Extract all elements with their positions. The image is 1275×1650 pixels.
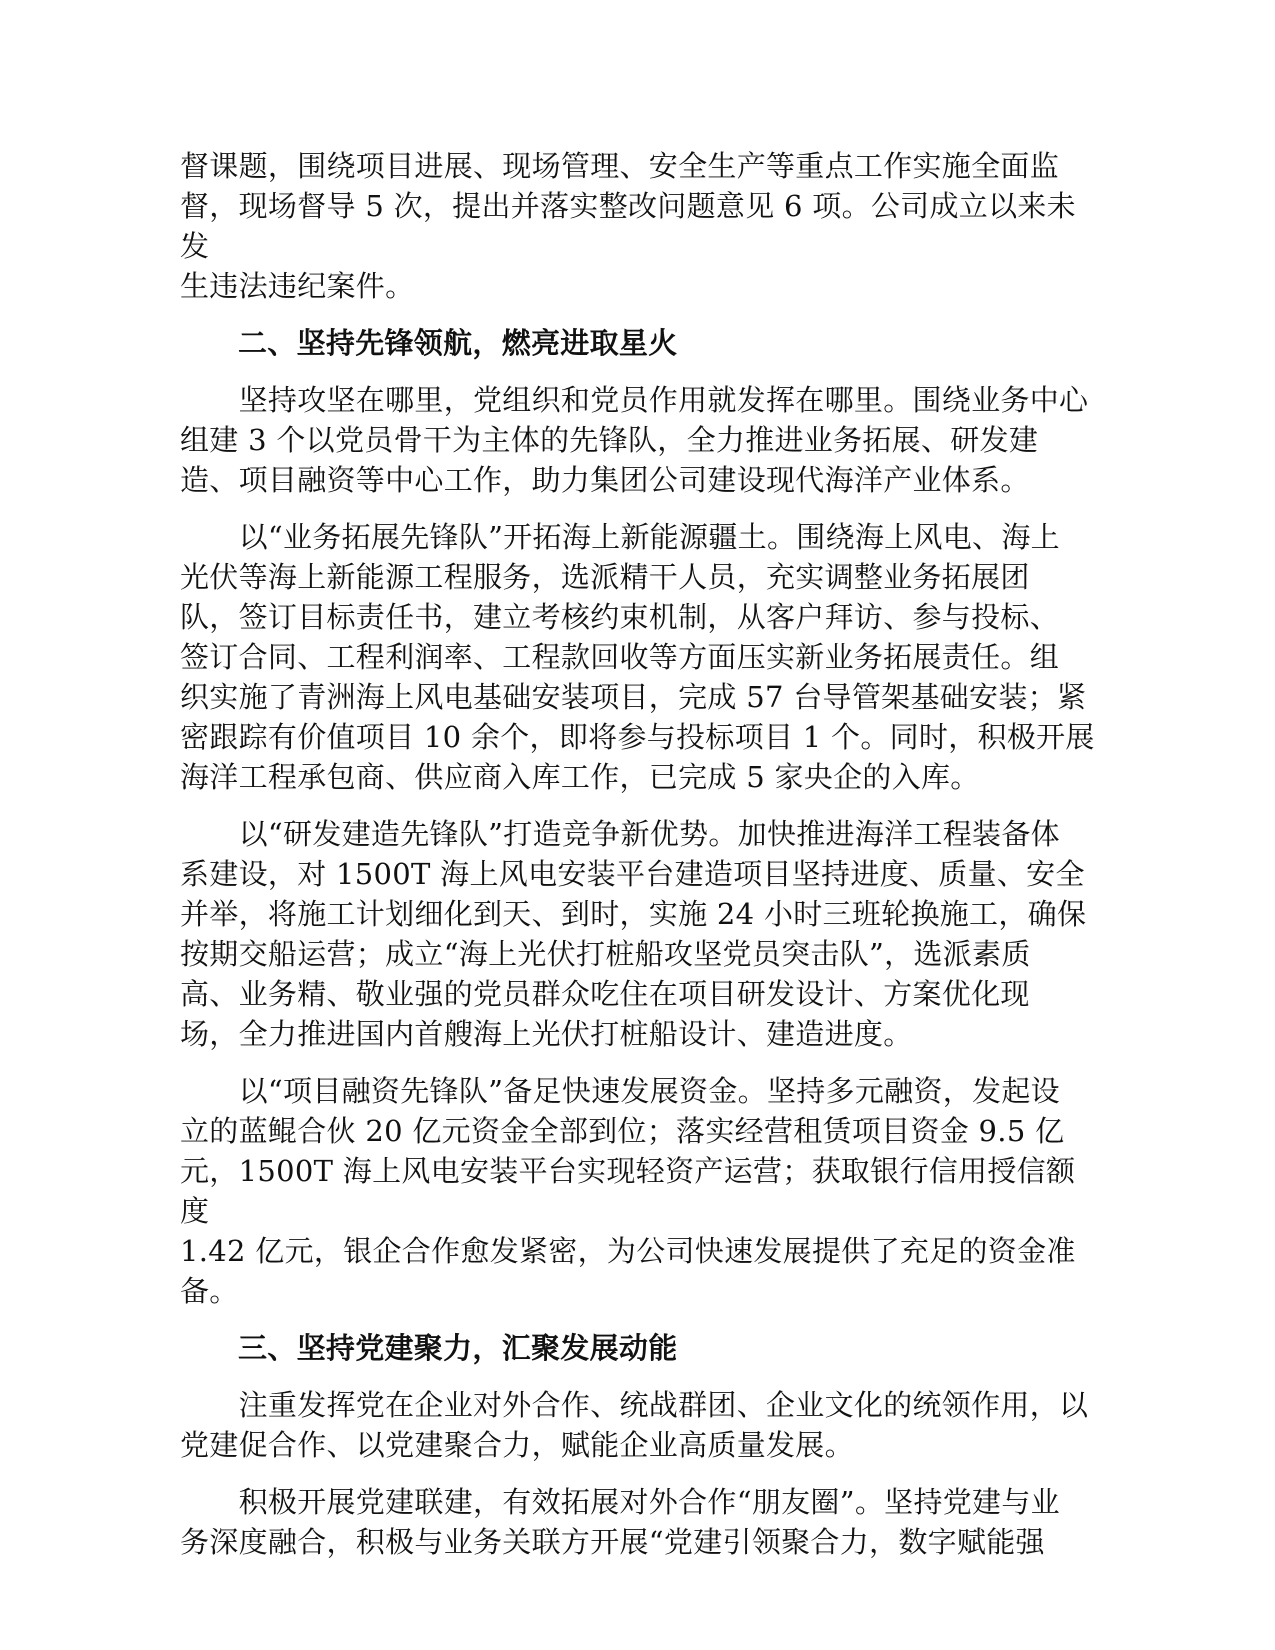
paragraph-party-building-intro: 注重发挥党在企业对外合作、统战群团、企业文化的统领作用，以 党建促合作、以党建聚合力，赋能企业高质量发展。 [180, 1388, 1089, 1462]
paragraph-party-joint-building: 积极开展党建联建，有效拓展对外合作“朋友圈”。坚持党建与业 务深度融合，积极与业务关联方开展“党建引领聚合力，数字赋能强 [180, 1485, 1060, 1559]
section-heading-2: 二、坚持先锋领航，燃亮进取星火 [238, 326, 678, 360]
paragraph-business-expansion: 以“业务拓展先锋队”开拓海上新能源疆土。围绕海上风电、海上 光伏等海上新能源工程服务，选派精干人员，充实调整业务拓展团 队，签订目标责任书，建立考核约束机制，从客户拜访、参与投标、 签订合同、工程利润率、工程款回收等方面压实新业务拓展责任。组 织实施了青洲海上风电基础安装项目，完成 57 台导管架基础安装；紧 密跟踪有价值项目 10 余个，即将参与投标项目 1 个。同时，积极开展 海洋工程承包商、供应商入库工作，已完成 5 家央企的入库。 [180, 520, 1095, 794]
paragraph-supervision: 督课题，围绕项目进展、现场管理、安全生产等重点工作实施全面监 督，现场督导 5 次，提出并落实整改问题意见 6 项。公司成立以来未发 生违法违纪案件。 [180, 149, 1076, 303]
paragraph-vanguard-intro: 坚持攻坚在哪里，党组织和党员作用就发挥在哪里。围绕业务中心 组建 3 个以党员骨干为主体的先锋队，全力推进业务拓展、研发建 造、项目融资等中心工作，助力集团公司建设现代海洋产业体系。 [180, 383, 1089, 497]
section-heading-3: 三、坚持党建聚力，汇聚发展动能 [238, 1331, 678, 1365]
paragraph-rd-construction: 以“研发建造先锋队”打造竞争新优势。加快推进海洋工程装备体 系建设，对 1500T 海上风电安装平台建造项目坚持进度、质量、安全 并举，将施工计划细化到天、到时，实施 24 小时三班轮换施工，确保 按期交船运营；成立“海上光伏打桩船攻坚党员突击队”，选派素质 高、业务精、敬业强的党员群众吃住在项目研发设计、方案优化现 场，全力推进国内首艘海上光伏打桩船设计、建造进度。 [180, 817, 1087, 1051]
document-page [180, 146, 1096, 1579]
paragraph-project-financing: 以“项目融资先锋队”备足快速发展资金。坚持多元融资，发起设 立的蓝鲲合伙 20 亿元资金全部到位；落实经营租赁项目资金 9.5 亿 元，1500T 海上风电安装平台实现轻资产运营；获取银行信用授信额度 1.42 亿元，银企合作愈发紧密，为公司快速发展提供了充足的资金准 备。 [180, 1074, 1076, 1308]
